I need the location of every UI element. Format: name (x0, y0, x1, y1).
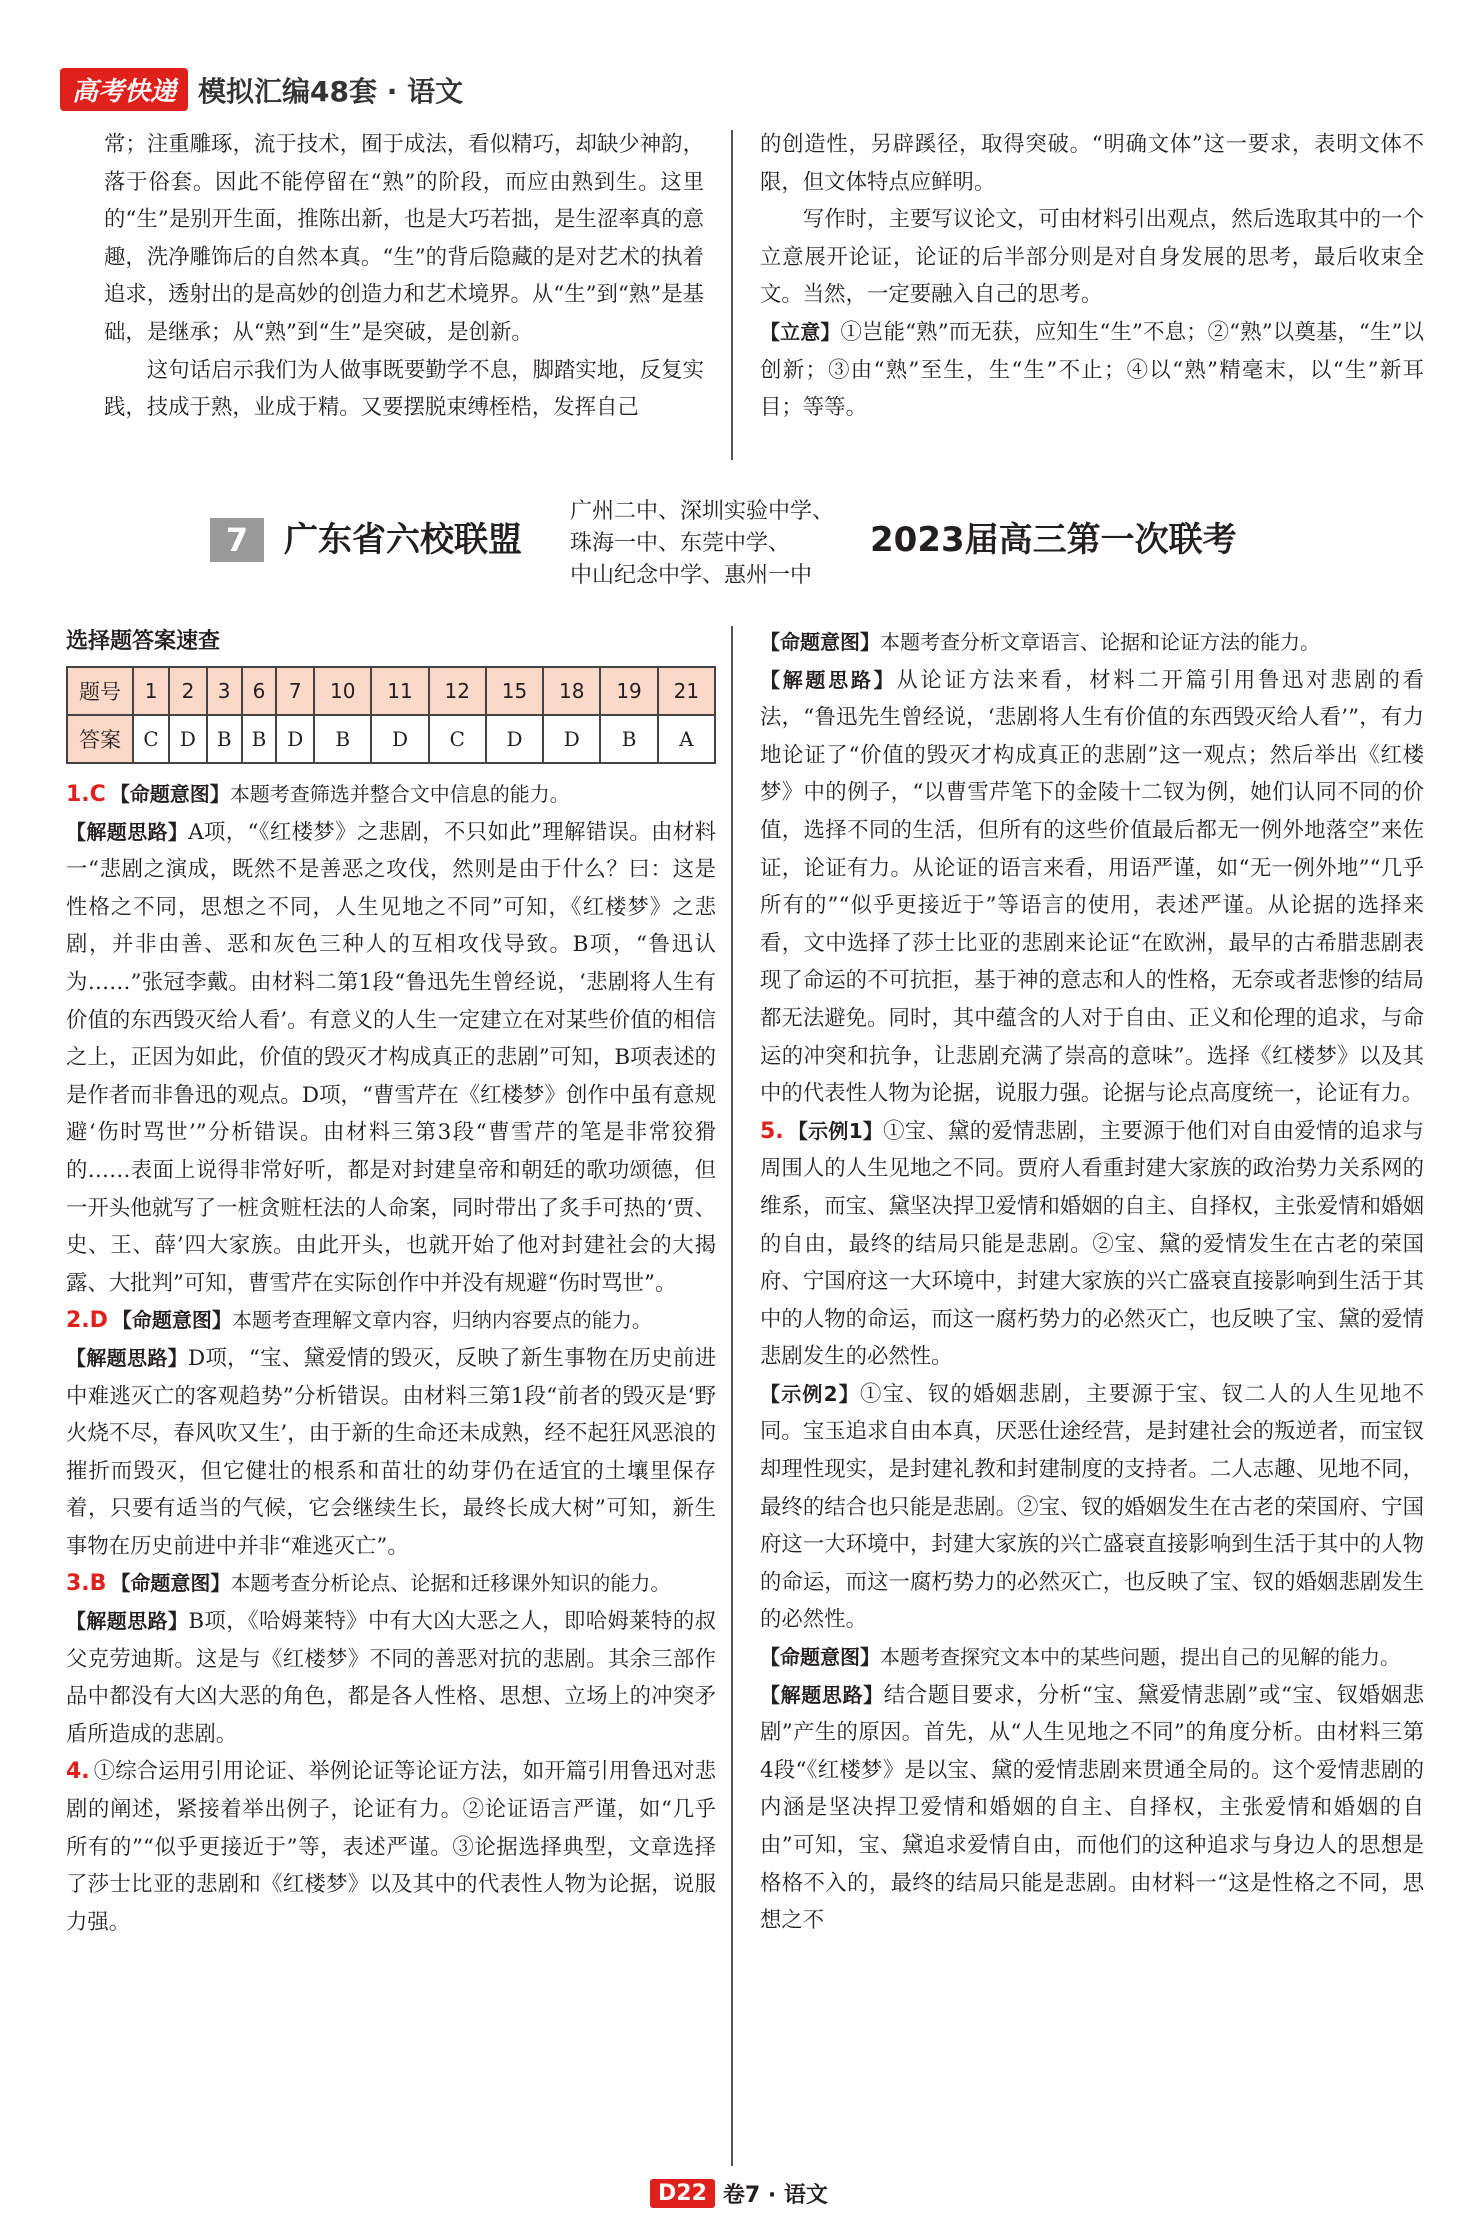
answer-5-intent (760, 1639, 1424, 1677)
answer-table-title: 选择题答案速查 (66, 629, 221, 654)
text: 本题考查分析文章语言、论据和论证方法的能力。 (880, 630, 1320, 654)
text: 本题考查分析论点、论据和迁移课外知识的能力。 (230, 1571, 671, 1596)
label: 【解题思路】 (760, 1682, 884, 1707)
answer-cell: C (429, 715, 486, 763)
top-left-column (104, 126, 704, 427)
answer-1 (66, 776, 716, 814)
answer-3-analysis (66, 1603, 716, 1753)
question-number-cell: 6 (242, 667, 277, 715)
right-column (760, 624, 1424, 1940)
paragraph: 写作时，主要写议论文，可由材料引出观点，然后选取其中的一个立意展开论证，论证的后半部分则是对自身发展的思考，最后收束全文。当然，一定要融入自己的思考。 (760, 207, 1424, 308)
answer-number: 2.D (66, 1308, 108, 1334)
question-number-cell: 3 (207, 667, 242, 715)
label: 【示例2】 (760, 1381, 861, 1406)
label: 【解题思路】 (66, 819, 189, 844)
label: 【解题思路】 (66, 1345, 188, 1370)
paragraph: 常；注重雕琢，流于技术，囿于成法，看似精巧，却缺少神韵，落于俗套。因此不能停留在“熟”的阶段，而应由熟到生。这里的“生”是别开生面，推陈出新，也是大巧若拙，是生涩率真的意趣，洗净雕饰后的自然本真。“生”的背后隐藏的是对艺术的执着追求，透射出的是高妙的创造力和艺术境界。从“生”到“熟”是基础，是继承；从“熟”到“生”是突破，是创新。 (104, 132, 704, 345)
page-footer (650, 2178, 828, 2209)
exam-title: 2023届高三第一次联考 (870, 520, 1237, 560)
question-number-cell: 10 (314, 667, 371, 715)
answer-number: 3.B (66, 1571, 107, 1597)
answer-cell: D (543, 715, 600, 763)
text: B项，《哈姆莱特》中有大凶大恶之人，即哈姆莱特的叔父克劳迪斯。这是与《红楼梦》不同的善恶对抗的悲剧。其余三部作品中都没有大凶大恶的角色，都是各人性格、思想、立场上的冲突矛盾所造成的悲剧。 (66, 1609, 716, 1747)
label: 【命题意图】 (111, 1308, 232, 1333)
paragraph (760, 314, 1424, 427)
brand-title: 模拟汇编48套 · 语文 (198, 74, 464, 108)
brand-header (60, 68, 463, 111)
top-right-column (760, 126, 1424, 427)
text: 本题考查筛选并整合文中信息的能力。 (229, 782, 570, 806)
answer-5-example-2 (760, 1376, 1424, 1639)
page-number: D22 (650, 2179, 715, 2208)
school-list (570, 496, 834, 592)
label: 【命题意图】 (760, 630, 880, 654)
row-label: 题号 (67, 667, 133, 715)
text: ①宝、黛的爱情悲剧，主要源于他们对自由爱情的追求与周围人的人生见地之不同。贾府人看重封建大家族的政治势力关系网的维系，而宝、黛坚决捍卫爱情和婚姻的自主、自择权，主张爱情和婚姻的自由，最终的结局只能是悲剧。②宝、黛的爱情发生在古老的荣国府、宁国府这一大环境中，封建大家族的兴亡盛衰直接影响到生活于其中的人物的命运，而这一腐朽势力的必然灭亡，也反映了宝、黛的爱情悲剧发生的必然性。 (760, 1118, 1424, 1370)
brand-logo: 高考快递 (60, 68, 188, 111)
answer-1-analysis (66, 814, 716, 1303)
section-name: 广东省六校联盟 (284, 520, 522, 560)
school-line: 广州二中、深圳实验中学、 (570, 499, 835, 524)
column-divider (731, 130, 733, 460)
right-analysis (760, 662, 1424, 1113)
answer-cell: D (169, 715, 207, 763)
answer-4 (66, 1753, 716, 1941)
text: ①综合运用引用论证、举例论证等论证方法，如开篇引用鲁迅对悲剧的阐述，紧接着举出例子，论证有力。②论证语言严谨，如“几乎所有的”“似乎更接近于”等，表述严谨。③论据选择典型，文章选择了莎士比亚的悲剧和《红楼梦》以及其中的代表性人物为论据，说服力强。 (66, 1759, 716, 1935)
label: 【命题意图】 (109, 782, 230, 806)
answer-cell: D (486, 715, 543, 763)
answer-2-analysis (66, 1340, 716, 1566)
answer-cell: C (133, 715, 169, 763)
question-number-cell: 2 (169, 667, 207, 715)
text: ①岂能“熟”而无获，应知生“生”不息；②“熟”以奠基，“生”以创新；③由“熟”至生，生“生”不止；④以“熟”精毫末，以“生”新耳目；等等。 (760, 319, 1424, 421)
label: 【命题意图】 (760, 1645, 880, 1670)
label: 【解题思路】 (66, 1609, 189, 1634)
section-title (210, 496, 1260, 596)
school-line: 中山纪念中学、惠州一中 (570, 563, 813, 588)
left-column (66, 776, 716, 1941)
answer-3 (66, 1565, 716, 1603)
row-label: 答案 (67, 715, 133, 763)
answer-cell: B (314, 715, 371, 763)
text: D项，“宝、黛爱情的毁灭，反映了新生事物在历史前进中难逃灭亡的客观趋势”分析错误。由材料三第1段“前者的毁灭是‘野火烧不尽，春风吹又生’，由于新的生命还未成熟，经不起狂风恶浪的摧折而毁灭，但它健壮的根系和苗壮的幼芽仍在适宜的土壤里保存着，只要有适当的气候，它会继续生长，最终长成大树”可知，新生事物在历史前进中并非“难逃灭亡”。 (66, 1345, 716, 1559)
answer-number: 1.C (66, 782, 106, 807)
school-line: 珠海一中、东莞中学、 (570, 531, 791, 556)
column-divider (731, 626, 733, 2166)
label: 【立意】 (760, 319, 841, 344)
answer-number: 4. (66, 1759, 90, 1785)
answer-cell: B (600, 715, 657, 763)
answer-cell: A (658, 715, 715, 763)
answer-table (66, 666, 716, 764)
question-number-cell: 11 (371, 667, 428, 715)
answer-cell: D (371, 715, 428, 763)
question-number-cell: 21 (658, 667, 715, 715)
question-number-cell: 7 (276, 667, 314, 715)
answer-cell: B (207, 715, 242, 763)
section-badge: 7 (210, 518, 264, 562)
label: 【命题意图】 (110, 1571, 231, 1596)
question-number-cell: 12 (429, 667, 486, 715)
text: ①宝、钗的婚姻悲剧，主要源于宝、钗二人的人生见地不同。宝玉追求自由本真，厌恶仕途经营，是封建社会的叛逆者，而宝钗却理性现实，是封建礼教和封建制度的支持者。二人志趣、见地不同，最终的结合也只能是悲剧。②宝、钗的婚姻发生在古老的荣国府、宁国府这一大环境中，封建大家族的兴亡盛衰直接影响到生活于其中的人物的命运，而这一腐朽势力的必然灭亡，也反映了宝、钗的婚姻悲剧发生的必然性。 (760, 1381, 1424, 1633)
text: 从论证方法来看，材料二开篇引用鲁迅对悲剧的看法，“鲁迅先生曾经说，‘悲剧将人生有价值的东西毁灭给人看’”，有力地论证了“价值的毁灭才构成真正的悲剧”这一观点；然后举出《红楼梦》中的例子，“以曹雪芹笔下的金陵十二钗为例，她们认同不同的价值，选择不同的生活，但所有的这些价值最后都无一例外地落空”来佐证，论证有力。从论证的语言来看，用语严谨，如“无一例外地”“几乎所有的”“似乎更接近于”等语言的使用，表述严谨。从论据的选择来看，文中选择了莎士比亚的悲剧来论证“在欧洲，最早的古希腊悲剧表现了命运的不可抗拒，基于神的意志和人的性格，无奈或者悲惨的结局都无法避免。同时，其中蕴含的人对于自由、正义和伦理的追求，与命运的冲突和抗争，让悲剧充满了崇高的意味”。选择《红楼梦》以及其中的代表性人物为论据，说服力强。论据与论点高度统一，论证有力。 (760, 667, 1424, 1107)
answer-cell: D (276, 715, 314, 763)
answer-cell: B (242, 715, 277, 763)
question-number-cell: 18 (543, 667, 600, 715)
paragraph: 的创造性，另辟蹊径，取得突破。“明确文体”这一要求，表明文体不限，但文体特点应鲜明。 (760, 132, 1424, 195)
answer-5-analysis (760, 1677, 1424, 1940)
label: 【示例1】 (787, 1118, 884, 1143)
text: 结合题目要求，分析“宝、黛爱情悲剧”或“宝、钗婚姻悲剧”产生的原因。首先，从“人生见地之不同”的角度分析。由材料三第4段“《红楼梦》是以宝、黛的爱情悲剧来贯通全局的。这个爱情悲剧的内涵是坚决捍卫爱情和婚姻的自主、自择权，主张爱情和婚姻的自由”可知，宝、黛追求爱情自由，而他们的这种追求与身边人的思想是格格不入的，最终的结局只能是悲剧。由材料一“这是性格之不同，思想之不 (760, 1682, 1424, 1934)
answer-5-example-1 (760, 1113, 1424, 1376)
text: A项，“《红楼梦》之悲剧，不只如此”理解错误。由材料一“悲剧之演成，既然不是善恶之攻伐，然则是由于什么？曰：这是性格之不同，思想之不同，人生见地之不同”可知，《红楼梦》之悲剧，并非由善、恶和灰色三种人的互相攻伐导致。B项，“鲁迅认为……”张冠李戴。由材料二第1段“鲁迅先生曾经说，‘悲剧将人生有价值的东西毁灭给人看’。有意义的人生一定建立在对某些价值的相信之上，正因为如此，价值的毁灭才构成真正的悲剧”可知，B项表述的是作者而非鲁迅的观点。D项，“曹雪芹在《红楼梦》创作中虽有意规避‘伤时骂世’”分析错误。由材料三第3段“曹雪芹的笔是非常狡猾的……表面上说得非常好听，都是对封建皇帝和朝廷的歌功颂德，但一开头他就写了一桩贪赃枉法的人命案，同时带出了炙手可热的‘贾、史、王、薛’四大家族。由此开头，也就开始了他对封建社会的大揭露、大批判”可知，曹雪芹在实际创作中并没有规避“伤时骂世”。 (66, 819, 717, 1296)
answer-2 (66, 1302, 716, 1340)
question-number-cell: 1 (133, 667, 169, 715)
answer-number: 5. (760, 1118, 784, 1144)
text: 本题考查探究文本中的某些问题，提出自己的见解的能力。 (880, 1645, 1400, 1670)
right-intent (760, 624, 1424, 662)
label: 【解题思路】 (760, 667, 897, 692)
question-number-cell: 15 (486, 667, 543, 715)
text: 本题考查理解文章内容，归纳内容要点的能力。 (231, 1308, 652, 1333)
question-number-cell: 19 (600, 667, 657, 715)
footer-label: 卷7 · 语文 (722, 2183, 828, 2208)
paragraph: 这句话启示我们为人做事既要勤学不息，脚踏实地，反复实践，技成于熟，业成于精。又要摆脱束缚桎梏，发挥自己 (104, 357, 704, 421)
